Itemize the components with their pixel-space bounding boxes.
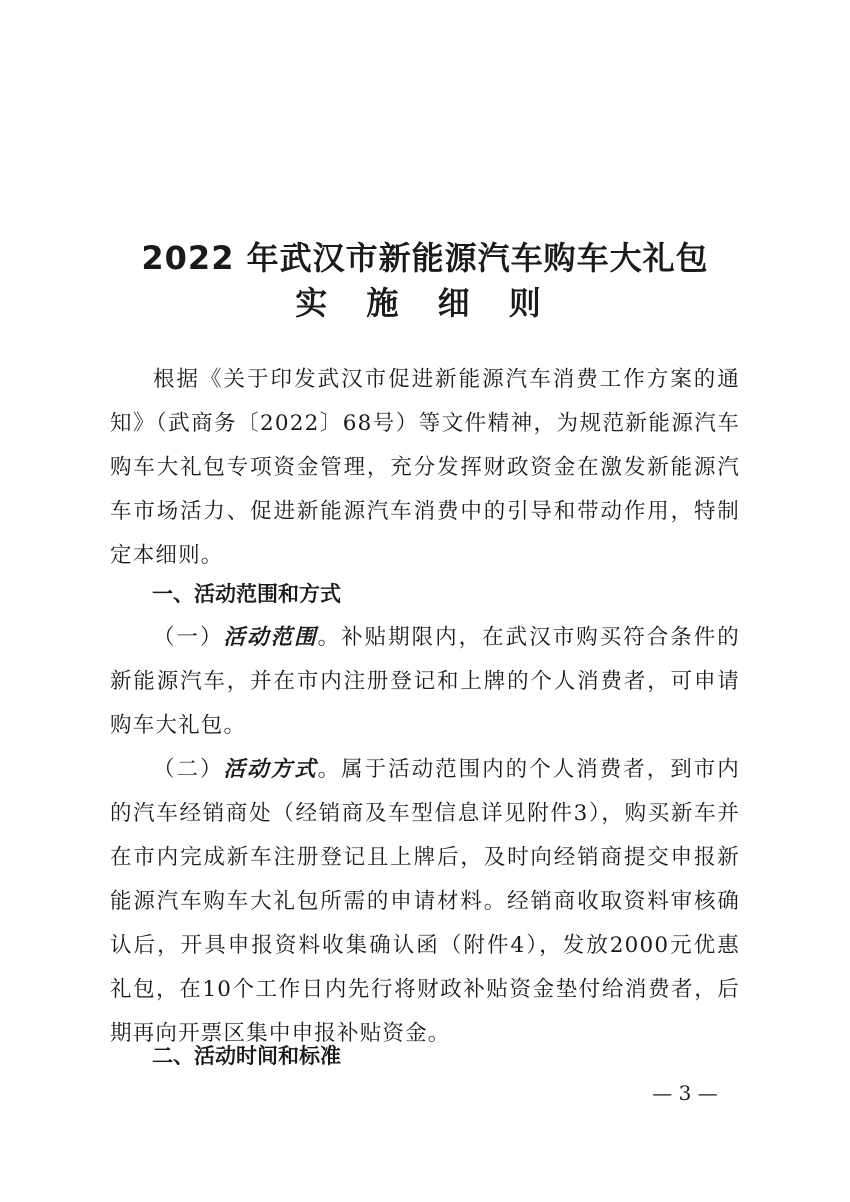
intro-text: 根据《关于印发武汉市促进新能源汽车消费工作方案的通知》（武商务〔2022〕68号）等文件精神，为规范新能源汽车购车大礼包专项资金管理，充分发挥财政资金在激发新能源汽车市场活力、促进新能源汽车消费中的引导和带动作用，特制定本细则。	[110, 367, 740, 568]
item2-keyword: 活动方式	[223, 757, 318, 782]
section1-item1	[110, 616, 740, 748]
item2-text: 。属于活动范围内的个人消费者，到市内的汽车经销商处（经销商及车型信息详见附件3），购买新车并在市内完成新车注册登记且上牌后，及时向经销商提交申报新能源汽车购车大礼包所需的申请材料。经销商收取资料审核确认后，开具申报资料收集确认函（附件4），发放2000元优惠礼包，在10个工作日内先行将财政补贴资金垫付给消费者，后期再向开票区集中申报补贴资金。	[110, 757, 740, 1046]
section-heading-1: 一、活动范围和方式	[152, 582, 341, 606]
item2-label: （二）	[153, 757, 224, 782]
item1-label: （一）	[153, 625, 224, 650]
page-number: — 3 —	[652, 1081, 718, 1105]
document-title: 2022 年武汉市新能源汽车购车大礼包	[141, 239, 709, 277]
document-subtitle: 实 施 细 则	[295, 284, 555, 322]
section1-item2	[110, 748, 740, 1056]
section-heading-2: 二、活动时间和标准	[152, 1044, 341, 1068]
intro-paragraph	[110, 358, 740, 578]
item1-text: 。补贴期限内，在武汉市购买符合条件的新能源汽车，并在市内注册登记和上牌的个人消费者，可申请购车大礼包。	[110, 625, 740, 738]
item1-keyword: 活动范围	[223, 625, 318, 650]
